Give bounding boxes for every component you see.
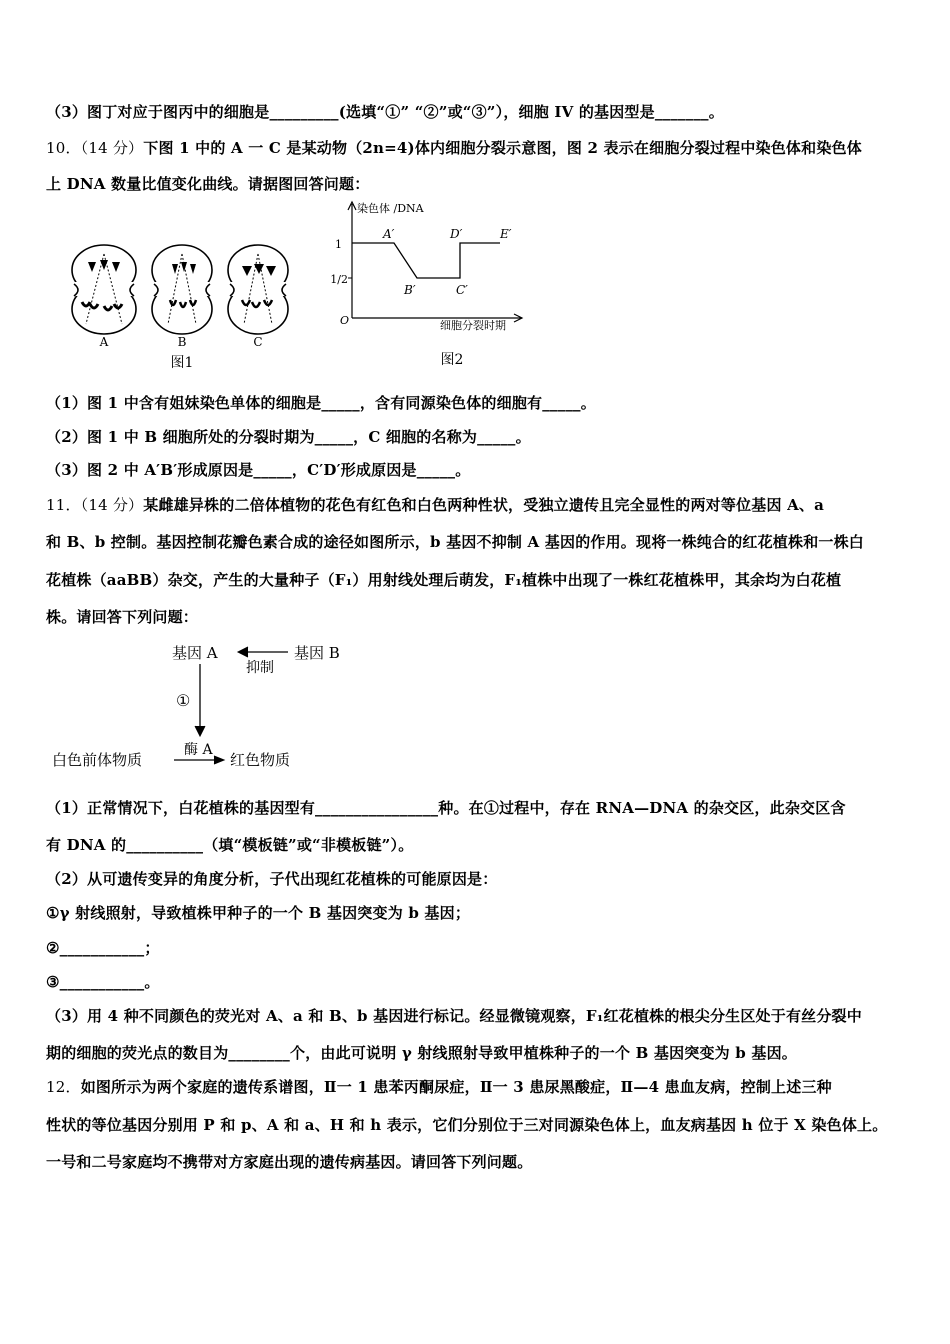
point-a: A′	[383, 227, 395, 241]
point-d: D′	[450, 227, 463, 241]
cell-c-label: C	[253, 335, 263, 349]
q11-part2-option3: ③___________。	[46, 973, 160, 991]
precursor-label: 白色前体物质	[52, 751, 143, 769]
gene-pathway-diagram	[48, 636, 368, 776]
gene-b-label: 基因 B	[294, 644, 340, 662]
q11-stem-line4: 株。请回答下列问题：	[46, 608, 199, 626]
cell-a-label: A	[99, 335, 109, 349]
q11-part3-line2: 期的细胞的荧光点的数目为________个，由此可说明 γ 射线照射导致甲植株种子的一个 B 基因突变为 b 基因。	[46, 1044, 798, 1062]
q11-part2: （2）从可遗传变异的角度分析，子代出现红花植株的可能原因是：	[46, 870, 498, 888]
q10-stem-line1	[46, 138, 910, 158]
origin-label: O	[340, 314, 350, 327]
inhibit-label: 抑制	[246, 660, 274, 676]
q10-stem-text: 下图 1 中的 A 一 C 是某动物（2n=4)体内细胞分裂示意图，图 2 表示在细胞分裂过程中染色体和染色体	[143, 139, 862, 157]
q11-part1-line1: （1）正常情况下，白花植株的基因型有________________种。在①过程中，存在 RNA—DNA 的杂交区，此杂交区含	[46, 799, 846, 817]
q11-part2-option1: ①γ 射线照射，导致植株甲种子的一个 B 基因突变为 b 基因；	[46, 904, 471, 922]
gene-a-label: 基因 A	[172, 644, 218, 662]
q10-part3: （3）图 2 中 A′B′形成原因是_____，C′D′形成原因是_____。	[46, 461, 471, 479]
figure2-caption: 图2	[440, 352, 464, 368]
step-arrow-head-icon	[195, 726, 205, 736]
q12-stem-line3: 一号和二号家庭均不携带对方家庭出现的遗传病基因。请回答下列问题。	[46, 1153, 533, 1171]
q11-part3-line1: （3）用 4 种不同颜色的荧光对 A、a 和 B、b 基因进行标记。经显微镜观察，F₁红花植株的根尖分生区处于有丝分裂中	[46, 1007, 862, 1025]
q10-part1: （1）图 1 中含有姐妹染色单体的细胞是_____，含有同源染色体的细胞有_____。	[46, 394, 596, 412]
cell-c	[228, 245, 288, 334]
q9-part3: （3）图丁对应于图丙中的细胞是_________(选填“①” “②”或“③”），细胞 IV 的基因型是_______。	[46, 103, 724, 121]
y-tick-1: 1	[335, 238, 342, 251]
q12-stem-line2: 性状的等位基因分别用 P 和 p、A 和 a、H 和 h 表示，它们分别位于三对同源染色体上，血友病基因 h 位于 X 染色体上。	[46, 1116, 888, 1134]
q11-number: 11．（14 分）	[46, 496, 144, 514]
y-axis-label: 染色体 /DNA	[357, 202, 424, 215]
point-c: C′	[456, 283, 468, 297]
x-axis-label: 细胞分裂时期	[440, 319, 506, 332]
q12-stem-text: 如图所示为两个家庭的遗传系谱图，Ⅱ一 1 患苯丙酮尿症，Ⅱ一 3 患尿黑酸症，Ⅱ—4 患血友病，控制上述三种	[80, 1078, 832, 1096]
q11-part1-line2: 有 DNA 的__________（填“模板链”或“非模板链”）。	[46, 836, 414, 854]
q10-part2: （2）图 1 中 B 细胞所处的分裂时期为_____，C 细胞的名称为_____。	[46, 428, 531, 446]
q10-stem-line2: 上 DNA 数量比值变化曲线。请据图回答问题：	[46, 175, 370, 193]
product-label: 红色物质	[230, 751, 291, 769]
q12-number: 12．	[46, 1078, 81, 1096]
enzyme-arrow-head-icon	[214, 756, 224, 764]
figure2-ratio-curve	[322, 198, 532, 376]
cell-b-label: B	[177, 335, 187, 349]
figure1-cell-division	[60, 240, 300, 375]
step-label: ①	[176, 691, 191, 710]
point-b: B′	[404, 283, 416, 297]
q11-stem-line1	[46, 495, 910, 515]
inhibit-arrow-head-icon	[238, 647, 248, 657]
q11-stem-line2: 和 B、b 控制。基因控制花瓣色素合成的途径如图所示，b 基因不抑制 A 基因的作用。现将一株纯合的红花植株和一株白	[46, 533, 865, 551]
ratio-curve-line	[352, 243, 500, 278]
q11-stem-line3: 花植株（aaBB）杂交，产生的大量种子（F₁）用射线处理后萌发，F₁植株中出现了一株红花植株甲，其余均为白花植	[46, 571, 842, 589]
q12-stem-line1	[46, 1077, 910, 1097]
cell-b	[152, 245, 212, 334]
point-e: E′	[500, 227, 512, 241]
q11-stem-text: 某雌雄异株的二倍体植物的花色有红色和白色两种性状，受独立遗传且完全显性的两对等位基因 A、a	[143, 496, 825, 514]
q11-part2-option2: ②___________；	[46, 939, 160, 957]
enzyme-label: 酶 A	[184, 742, 213, 758]
cell-a	[72, 245, 136, 334]
y-tick-half: 1/2	[330, 273, 348, 286]
q10-number: 10．（14 分）	[46, 139, 144, 157]
figure1-caption: 图1	[170, 355, 194, 371]
